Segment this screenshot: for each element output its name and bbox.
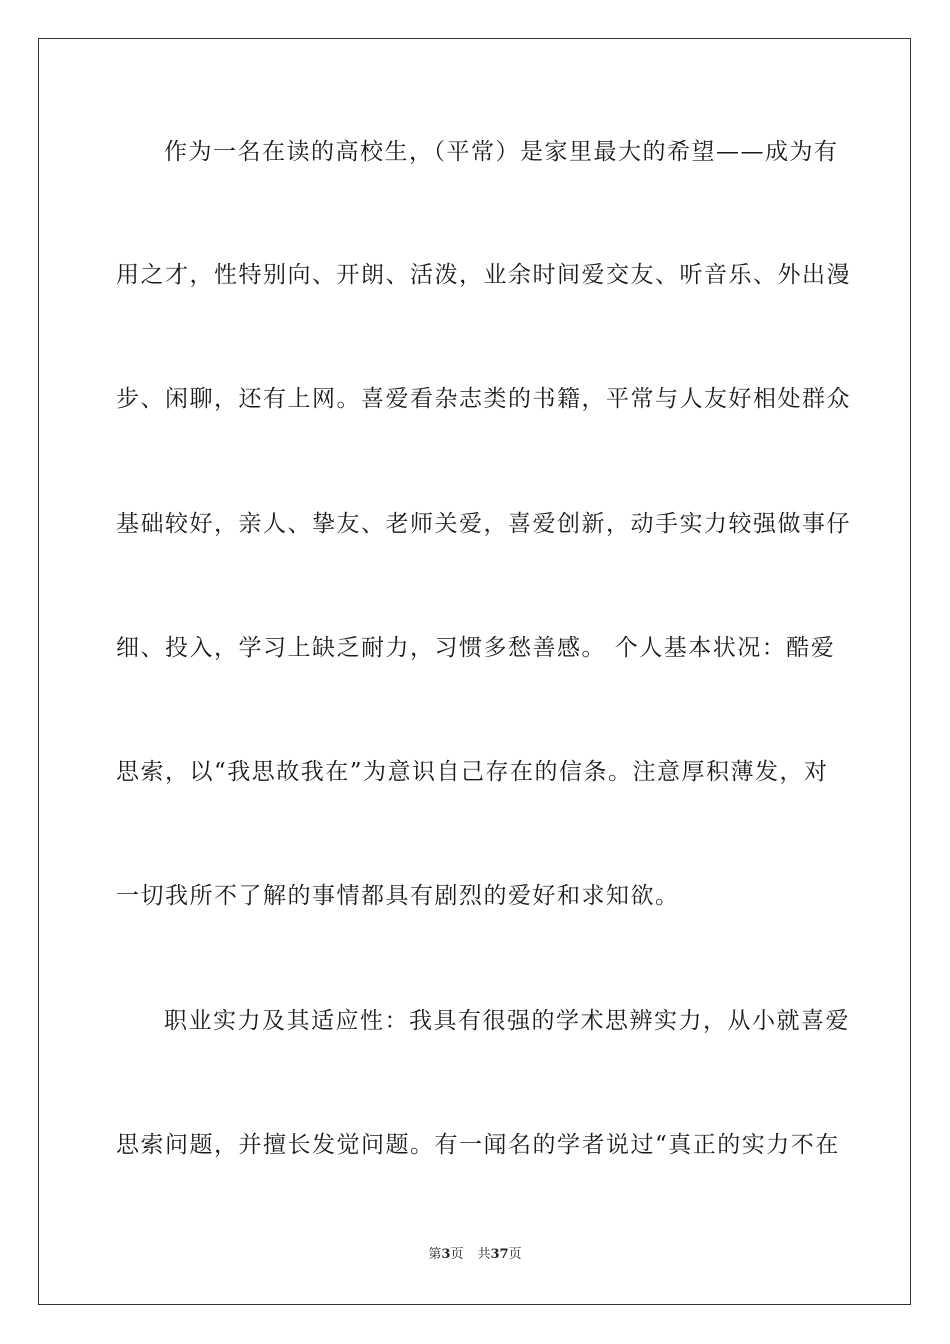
paragraph-1-line-3: 步、闲聊，还有上网。喜爱看杂志类的书籍，平常与人友好相处群众	[116, 386, 851, 412]
paragraph-1-line-1: 作为一名在读的高校生，（平常）是家里最大的希望——成为有	[164, 139, 839, 165]
paragraph-1-line-2: 用之才，性特别向、开朗、活泼，业余时间爱交友、听音乐、外出漫	[116, 262, 851, 288]
paragraph-1-line-6: 思索，以“我思故我在”为意识自己存在的信条。注意厚积薄发，对	[116, 759, 829, 785]
total-suffix: 页	[508, 1247, 522, 1262]
page-number-footer	[0, 1246, 950, 1264]
paragraph-1-line-7: 一切我所不了解的事情都具有剧烈的爱好和求知欲。	[116, 883, 680, 909]
page-border	[38, 38, 911, 1305]
paragraph-2-line-1: 职业实力及其适应性：我具有很强的学术思辨实力，从小就喜爱	[164, 1008, 850, 1034]
paragraph-1-line-4: 基础较好，亲人、挚友、老师关爱，喜爱创新，动手实力较强做事仔	[116, 511, 851, 537]
total-prefix: 共	[477, 1247, 491, 1262]
total-page-count: 37	[490, 1247, 509, 1262]
paragraph-2-line-2: 思索问题，并擅长发觉问题。有一闻名的学者说过“真正的实力不在	[116, 1132, 840, 1158]
page-suffix: 页	[450, 1247, 464, 1262]
current-page-number: 3	[441, 1247, 451, 1262]
paragraph-1-line-5: 细、投入，学习上缺乏耐力，习惯多愁善感。 个人基本状况：酷爱	[116, 635, 836, 661]
page-prefix: 第	[428, 1247, 442, 1262]
